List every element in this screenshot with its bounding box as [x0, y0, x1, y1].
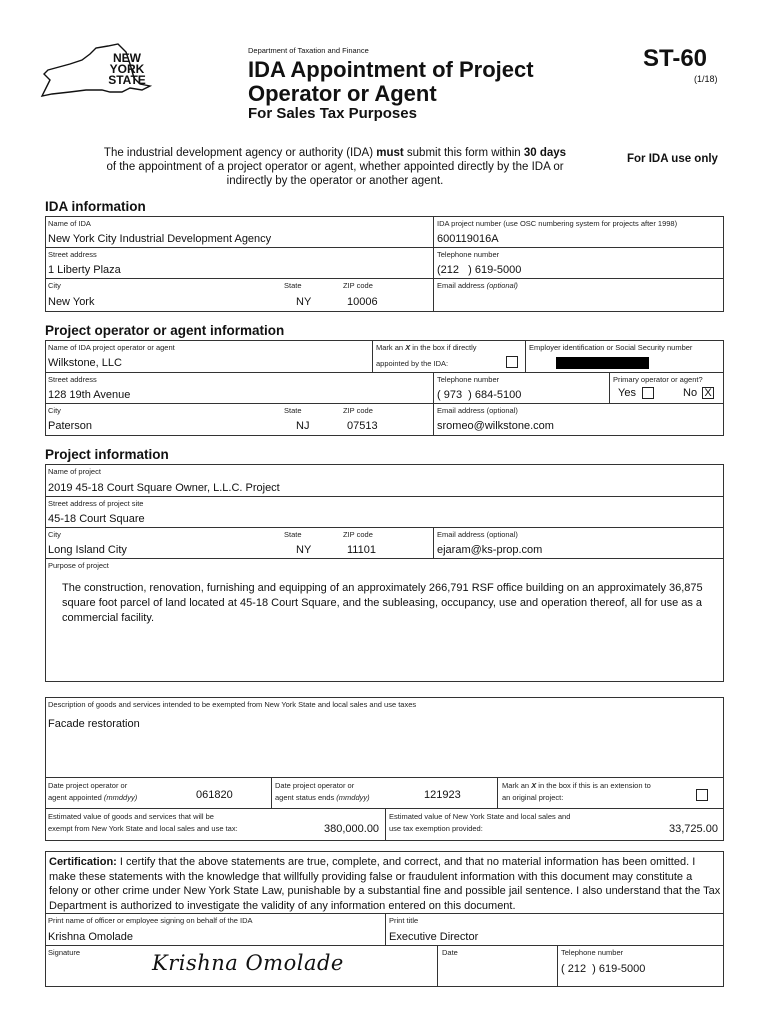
- project-name-field[interactable]: 2019 45-18 Court Square Owner, L.L.C. Project: [48, 482, 280, 494]
- signature-field[interactable]: Krishna Omolade: [152, 951, 344, 975]
- est-exemption-label-line1: Estimated value of New York State and local sales and: [389, 812, 571, 821]
- date-label: Date: [442, 948, 458, 957]
- ends-date-label-line1: Date project operator or: [275, 781, 355, 790]
- certification-lead: Certification:: [49, 856, 117, 868]
- est-exemption-field[interactable]: 33,725.00: [669, 823, 718, 835]
- ida-city-field[interactable]: New York: [48, 296, 95, 308]
- extension-checkbox[interactable]: [696, 789, 708, 801]
- ein-redacted-field[interactable]: [556, 357, 649, 369]
- primary-operator-label: Primary operator or agent?: [613, 375, 703, 384]
- ida-street-field[interactable]: 1 Liberty Plaza: [48, 264, 121, 276]
- project-zip-label: ZIP code: [343, 530, 373, 539]
- project-state-field[interactable]: NY: [296, 544, 312, 556]
- form-revision: (1/18): [694, 74, 718, 84]
- ida-info-box: [45, 216, 724, 312]
- logo-line-york: YORK: [109, 62, 145, 76]
- logo-line-state: STATE: [108, 73, 146, 87]
- form-title-line1: IDA Appointment of Project: [248, 57, 534, 82]
- operator-city-field[interactable]: Paterson: [48, 420, 93, 432]
- appointed-date-label-line2: agent appointed (mmddyy): [48, 793, 138, 802]
- project-purpose-field[interactable]: The construction, renovation, furnishing and equipping of an approximately 266,791 RSF office building on an approximately 36,875 square foot parcel of land located at 45-18 Court Square, and the subleasing, occupancy, use and operation thereof, all for use as a commercial facility.: [62, 582, 703, 624]
- intro-line2: of the appointment of a project operator or agent, whether appointed directly by the IDA or: [106, 161, 564, 173]
- print-title-label: Print title: [389, 916, 419, 925]
- ida-city-label: City: [48, 281, 61, 290]
- appointed-date-label-line1: Date project operator or: [48, 781, 128, 790]
- ida-project-number-label: IDA project number (use OSC numbering system for projects after 1998): [437, 219, 678, 228]
- project-city-field[interactable]: Long Island City: [48, 544, 127, 556]
- project-street-label: Street address of project site: [48, 499, 144, 508]
- nys-logo: [30, 40, 160, 100]
- ida-name-field[interactable]: New York City Industrial Development Agency: [48, 233, 272, 245]
- ends-date-label-line2: agent status ends (mmddyy): [275, 793, 370, 802]
- operator-zip-label: ZIP code: [343, 406, 373, 415]
- ida-zip-label: ZIP code: [343, 281, 373, 290]
- project-email-field[interactable]: ejaram@ks-prop.com: [437, 544, 543, 556]
- intro-line3: indirectly by the operator or another agent.: [226, 175, 444, 187]
- primary-yes-label: Yes: [618, 387, 636, 399]
- ida-info-heading: IDA information: [45, 199, 146, 214]
- operator-zip-field[interactable]: 07513: [347, 420, 378, 432]
- operator-name-label: Name of IDA project operator or agent: [48, 343, 175, 352]
- primary-no-mark: X: [704, 387, 712, 399]
- ida-street-label: Street address: [48, 250, 97, 259]
- ida-email-label: Email address (optional): [437, 281, 518, 290]
- officer-name-field[interactable]: Krishna Omolade: [48, 931, 133, 943]
- form-title-line2: Operator or Agent: [248, 81, 437, 106]
- ida-state-label: State: [284, 281, 302, 290]
- direct-appoint-label-line1: Mark an X in the box if directly: [376, 343, 477, 352]
- est-value-label-line2: exempt from New York State and local sales and use tax:: [48, 824, 238, 833]
- certification-text: [49, 855, 721, 913]
- extension-label-line1: Mark an X in the box if this is an extension to: [502, 781, 651, 790]
- logo-line-new: NEW: [113, 51, 141, 65]
- operator-info-heading: Project operator or agent information: [45, 323, 285, 338]
- est-value-field[interactable]: 380,000.00: [324, 823, 380, 835]
- intro-text: [50, 146, 620, 188]
- goods-desc-label: Description of goods and services intended to be exempted from New York State and local sales and use taxes: [48, 700, 417, 709]
- ida-use-only: For IDA use only: [627, 153, 718, 165]
- ida-project-number-field[interactable]: 600119016A: [437, 233, 499, 245]
- form-number: ST-60: [643, 45, 708, 72]
- operator-email-label: Email address (optional): [437, 406, 518, 415]
- project-info-heading: Project information: [45, 447, 169, 462]
- direct-appoint-checkbox[interactable]: [506, 356, 518, 368]
- goods-desc-field[interactable]: Facade restoration: [48, 718, 140, 730]
- operator-name-field[interactable]: Wilkstone, LLC: [48, 357, 122, 369]
- ida-phone-label: Telephone number: [437, 250, 500, 259]
- project-state-label: State: [284, 530, 302, 539]
- project-city-label: City: [48, 530, 61, 539]
- operator-street-field[interactable]: 128 19th Avenue: [48, 389, 131, 401]
- ida-name-label: Name of IDA: [48, 219, 91, 228]
- certification-statement: I certify that the above statements are true, complete, and correct, and that no material information has been omitted. I make these statements with the knowledge that willfully providing false or fraudulent information with this document may constitute a felony or other crime under New York State Law, punishable by a substantial fine and possible jail sentence. I also understand that the Tax Department is authorized to investigate the validity of any information entered on this document.: [49, 856, 721, 912]
- intro-must: must: [376, 147, 404, 159]
- direct-appoint-label-line2: appointed by the IDA:: [376, 359, 449, 368]
- project-street-field[interactable]: 45-18 Court Square: [48, 513, 145, 525]
- operator-city-label: City: [48, 406, 61, 415]
- operator-phone-label: Telephone number: [437, 375, 500, 384]
- est-value-label-line1: Estimated value of goods and services that will be: [48, 812, 214, 821]
- department-name: Department of Taxation and Finance: [248, 46, 369, 55]
- primary-no-label: No: [683, 387, 698, 399]
- print-title-field[interactable]: Executive Director: [389, 931, 479, 943]
- cert-phone-field[interactable]: ( 212 ) 619-5000: [561, 963, 646, 975]
- ida-phone-field[interactable]: (212 ) 619-5000: [437, 264, 522, 276]
- ida-state-field[interactable]: NY: [296, 296, 312, 308]
- operator-phone-field[interactable]: ( 973 ) 684-5100: [437, 389, 522, 401]
- ends-date-field[interactable]: 121923: [424, 789, 461, 801]
- ida-zip-field[interactable]: 10006: [347, 296, 378, 308]
- project-name-label: Name of project: [48, 467, 101, 476]
- ein-label: Employer identification or Social Security number: [529, 343, 693, 352]
- intro-days: 30 days: [523, 147, 567, 159]
- operator-state-field[interactable]: NJ: [296, 420, 310, 432]
- extension-label-line2: an original project:: [502, 793, 564, 802]
- project-zip-field[interactable]: 11101: [347, 544, 376, 556]
- appointed-date-field[interactable]: 061820: [196, 789, 233, 801]
- signature-label: Signature: [48, 948, 81, 957]
- primary-yes-checkbox[interactable]: [642, 387, 654, 399]
- operator-street-label: Street address: [48, 375, 97, 384]
- project-email-label: Email address (optional): [437, 530, 518, 539]
- operator-email-field[interactable]: sromeo@wilkstone.com: [437, 420, 554, 432]
- intro-line1-mid: submit this form within: [403, 147, 524, 159]
- project-purpose-label: Purpose of project: [48, 561, 109, 570]
- form-subtitle: For Sales Tax Purposes: [248, 105, 417, 122]
- cert-phone-label: Telephone number: [561, 948, 624, 957]
- officer-name-label: Print name of officer or employee signing on behalf of the IDA: [48, 916, 253, 925]
- operator-state-label: State: [284, 406, 302, 415]
- primary-no-checkbox[interactable]: [702, 387, 714, 399]
- intro-line1-pre: The industrial development agency or authority (IDA): [103, 147, 377, 159]
- est-exemption-label-line2: use tax exemption provided:: [389, 824, 483, 833]
